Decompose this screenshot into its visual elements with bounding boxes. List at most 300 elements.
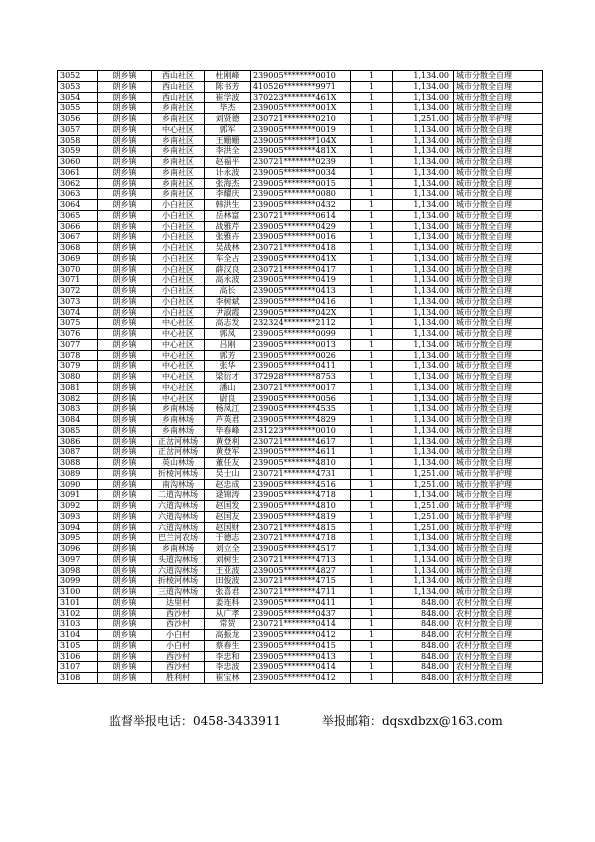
row-number-cell: 3082 [58, 393, 98, 404]
category-cell: 城市分散全自理 [454, 425, 543, 436]
table-row [58, 350, 543, 361]
category-cell: 城市分散全自理 [454, 135, 543, 146]
id-number-cell: 239005********0419 [251, 275, 351, 286]
community-cell: 中心社区 [152, 350, 205, 361]
category-cell: 城市分散全自理 [454, 350, 543, 361]
footer [0, 712, 595, 732]
category-cell: 城市分散全自理 [454, 587, 543, 598]
town-cell: 朗乡镇 [98, 404, 152, 415]
table-row [58, 92, 543, 103]
row-number-cell: 3059 [58, 146, 98, 157]
amount-cell: 1,134.00 [393, 393, 454, 404]
table-row [58, 382, 543, 393]
id-number-cell: 239005********0437 [251, 608, 351, 619]
id-number-cell: 239005********0013 [251, 339, 351, 350]
community-cell: 中心社区 [152, 339, 205, 350]
row-number-cell: 3083 [58, 404, 98, 415]
id-number-cell: 239005********0415 [251, 640, 351, 651]
person-name-cell: 杨凤江 [205, 404, 251, 415]
person-name-cell: 崔宝林 [205, 673, 251, 684]
category-cell: 城市分散全自理 [454, 296, 543, 307]
person-name-cell: 毕杰 [205, 103, 251, 114]
town-cell: 朗乡镇 [98, 286, 152, 297]
community-cell: 小白社区 [152, 307, 205, 318]
person-name-cell: 李耀庆 [205, 189, 251, 200]
category-cell: 城市分散全自理 [454, 200, 543, 211]
row-number-cell: 3078 [58, 350, 98, 361]
amount-cell: 1,251.00 [393, 501, 454, 512]
amount-cell: 848.00 [393, 619, 454, 630]
community-cell: 中心社区 [152, 124, 205, 135]
person-name-cell: 从广孝 [205, 608, 251, 619]
person-name-cell: 尹淑霞 [205, 307, 251, 318]
table-row [58, 275, 543, 286]
table-row [58, 479, 543, 490]
community-cell: 小白社区 [152, 286, 205, 297]
amount-cell: 1,134.00 [393, 447, 454, 458]
category-cell: 城市分散全自理 [454, 189, 543, 200]
town-cell: 朗乡镇 [98, 565, 152, 576]
count-cell: 1 [351, 329, 393, 340]
count-cell: 1 [351, 447, 393, 458]
town-cell: 朗乡镇 [98, 307, 152, 318]
amount-cell: 1,134.00 [393, 124, 454, 135]
person-name-cell: 赵国友 [205, 511, 251, 522]
row-number-cell: 3098 [58, 565, 98, 576]
row-number-cell: 3057 [58, 124, 98, 135]
id-number-cell: 239005********4516 [251, 479, 351, 490]
category-cell: 农村分散全自理 [454, 619, 543, 630]
community-cell: 小白社区 [152, 232, 205, 243]
amount-cell: 1,134.00 [393, 425, 454, 436]
town-cell: 朗乡镇 [98, 329, 152, 340]
person-name-cell: 刘立全 [205, 544, 251, 555]
amount-cell: 1,134.00 [393, 189, 454, 200]
table-row [58, 393, 543, 404]
count-cell: 1 [351, 103, 393, 114]
person-name-cell: 逯锦涛 [205, 490, 251, 501]
id-number-cell: 239005********0416 [251, 296, 351, 307]
town-cell: 朗乡镇 [98, 597, 152, 608]
town-cell: 朗乡镇 [98, 425, 152, 436]
community-cell: 乡南林场 [152, 425, 205, 436]
amount-cell: 1,134.00 [393, 361, 454, 372]
row-number-cell: 3107 [58, 662, 98, 673]
table-row [58, 436, 543, 447]
person-name-cell: 李树斌 [205, 296, 251, 307]
community-cell: 小白社区 [152, 275, 205, 286]
category-cell: 城市分散全自理 [454, 124, 543, 135]
id-number-cell: 230721********4713 [251, 554, 351, 565]
community-cell: 中心社区 [152, 393, 205, 404]
town-cell: 朗乡镇 [98, 232, 152, 243]
community-cell: 二道沟林场 [152, 490, 205, 501]
person-name-cell: 潘山 [205, 382, 251, 393]
row-number-cell: 3053 [58, 81, 98, 92]
town-cell: 朗乡镇 [98, 114, 152, 125]
id-number-cell: 239005********4718 [251, 490, 351, 501]
table-row [58, 640, 543, 651]
count-cell: 1 [351, 479, 393, 490]
community-cell: 小白社区 [152, 296, 205, 307]
amount-cell: 1,134.00 [393, 565, 454, 576]
id-number-cell: 230721********0614 [251, 210, 351, 221]
table-row [58, 210, 543, 221]
person-name-cell: 吴战林 [205, 243, 251, 254]
count-cell: 1 [351, 157, 393, 168]
amount-cell: 1,134.00 [393, 178, 454, 189]
category-cell: 城市分散全自理 [454, 544, 543, 555]
table-row [58, 221, 543, 232]
category-cell: 城市分散半护理 [454, 479, 543, 490]
id-number-cell: 230721********0414 [251, 619, 351, 630]
row-number-cell: 3104 [58, 630, 98, 641]
table-row [58, 608, 543, 619]
town-cell: 朗乡镇 [98, 468, 152, 479]
town-cell: 朗乡镇 [98, 318, 152, 329]
person-name-cell: 梁衍才 [205, 372, 251, 383]
amount-cell: 1,134.00 [393, 71, 454, 82]
table-row [58, 673, 543, 684]
person-name-cell: 韩洪生 [205, 200, 251, 211]
table-row [58, 651, 543, 662]
table-row [58, 339, 543, 350]
town-cell: 朗乡镇 [98, 178, 152, 189]
amount-cell: 1,134.00 [393, 253, 454, 264]
person-name-cell: 赵国财 [205, 522, 251, 533]
community-cell: 英山林场 [152, 458, 205, 469]
community-cell: 西沙村 [152, 619, 205, 630]
category-cell: 城市分散全自理 [454, 146, 543, 157]
table-row [58, 619, 543, 630]
category-cell: 城市分散全自理 [454, 329, 543, 340]
category-cell: 城市分散全自理 [454, 157, 543, 168]
row-number-cell: 3063 [58, 189, 98, 200]
community-cell: 头道沟林场 [152, 554, 205, 565]
town-cell: 朗乡镇 [98, 554, 152, 565]
community-cell: 小白村 [152, 630, 205, 641]
count-cell: 1 [351, 146, 393, 157]
amount-cell: 848.00 [393, 640, 454, 651]
id-number-cell: 239005********041X [251, 253, 351, 264]
person-name-cell: 李洪全 [205, 146, 251, 157]
category-cell: 城市分散半护理 [454, 511, 543, 522]
id-number-cell: 230721********4715 [251, 576, 351, 587]
table-body [58, 71, 543, 684]
count-cell: 1 [351, 404, 393, 415]
town-cell: 朗乡镇 [98, 673, 152, 684]
id-number-cell: 230721********4815 [251, 522, 351, 533]
id-number-cell: 230721********4718 [251, 533, 351, 544]
count-cell: 1 [351, 232, 393, 243]
town-cell: 朗乡镇 [98, 189, 152, 200]
count-cell: 1 [351, 81, 393, 92]
town-cell: 朗乡镇 [98, 630, 152, 641]
table-row [58, 329, 543, 340]
id-number-cell: 239005********4517 [251, 544, 351, 555]
town-cell: 朗乡镇 [98, 167, 152, 178]
town-cell: 朗乡镇 [98, 640, 152, 651]
town-cell: 朗乡镇 [98, 436, 152, 447]
count-cell: 1 [351, 318, 393, 329]
count-cell: 1 [351, 544, 393, 555]
amount-cell: 1,134.00 [393, 296, 454, 307]
person-name-cell: 张华 [205, 361, 251, 372]
town-cell: 朗乡镇 [98, 253, 152, 264]
id-number-cell: 239005********0411 [251, 597, 351, 608]
row-number-cell: 3089 [58, 468, 98, 479]
table-row [58, 554, 543, 565]
id-number-cell: 239005********0412 [251, 630, 351, 641]
person-name-cell: 张雅卉 [205, 232, 251, 243]
community-cell: 六道沟林场 [152, 522, 205, 533]
town-cell: 朗乡镇 [98, 135, 152, 146]
person-name-cell: 李忠波 [205, 662, 251, 673]
community-cell: 西沙村 [152, 651, 205, 662]
category-cell: 城市分散全自理 [454, 167, 543, 178]
amount-cell: 1,134.00 [393, 415, 454, 426]
amount-cell: 1,134.00 [393, 339, 454, 350]
amount-cell: 1,134.00 [393, 157, 454, 168]
amount-cell: 1,134.00 [393, 243, 454, 254]
community-cell: 六道沟林场 [152, 501, 205, 512]
table-row [58, 533, 543, 544]
town-cell: 朗乡镇 [98, 221, 152, 232]
table-row [58, 200, 543, 211]
community-cell: 西沙村 [152, 608, 205, 619]
town-cell: 朗乡镇 [98, 81, 152, 92]
count-cell: 1 [351, 253, 393, 264]
count-cell: 1 [351, 372, 393, 383]
table-row [58, 662, 543, 673]
person-name-cell: 吕刚 [205, 339, 251, 350]
table-row [58, 630, 543, 641]
community-cell: 中心社区 [152, 318, 205, 329]
table-row [58, 146, 543, 157]
person-name-cell: 张海杰 [205, 178, 251, 189]
count-cell: 1 [351, 189, 393, 200]
count-cell: 1 [351, 393, 393, 404]
person-name-cell: 计永波 [205, 167, 251, 178]
count-cell: 1 [351, 608, 393, 619]
count-cell: 1 [351, 200, 393, 211]
person-name-cell: 田俊波 [205, 576, 251, 587]
row-number-cell: 3086 [58, 436, 98, 447]
row-number-cell: 3091 [58, 490, 98, 501]
person-name-cell: 郭芳 [205, 350, 251, 361]
community-cell: 小白社区 [152, 210, 205, 221]
id-number-cell: 239005********0034 [251, 167, 351, 178]
category-cell: 城市分散全自理 [454, 253, 543, 264]
person-name-cell: 尉良 [205, 393, 251, 404]
amount-cell: 1,134.00 [393, 458, 454, 469]
count-cell: 1 [351, 361, 393, 372]
town-cell: 朗乡镇 [98, 71, 152, 82]
amount-cell: 1,134.00 [393, 576, 454, 587]
town-cell: 朗乡镇 [98, 533, 152, 544]
town-cell: 朗乡镇 [98, 447, 152, 458]
community-cell: 折棱河林场 [152, 576, 205, 587]
table-row [58, 597, 543, 608]
table-row [58, 544, 543, 555]
person-name-cell: 郭凤 [205, 329, 251, 340]
town-cell: 朗乡镇 [98, 264, 152, 275]
count-cell: 1 [351, 296, 393, 307]
row-number-cell: 3077 [58, 339, 98, 350]
count-cell: 1 [351, 468, 393, 479]
id-number-cell: 239005********0056 [251, 393, 351, 404]
person-name-cell: 刘树生 [205, 554, 251, 565]
table-row [58, 135, 543, 146]
category-cell: 城市分散半护理 [454, 114, 543, 125]
person-name-cell: 高永波 [205, 275, 251, 286]
amount-cell: 1,134.00 [393, 92, 454, 103]
table-row [58, 372, 543, 383]
community-cell: 六道沟林场 [152, 511, 205, 522]
category-cell: 城市分散全自理 [454, 210, 543, 221]
id-number-cell: 239005********4819 [251, 511, 351, 522]
count-cell: 1 [351, 350, 393, 361]
community-cell: 小白社区 [152, 221, 205, 232]
row-number-cell: 3068 [58, 243, 98, 254]
id-number-cell: 239005********0016 [251, 232, 351, 243]
row-number-cell: 3079 [58, 361, 98, 372]
row-number-cell: 3076 [58, 329, 98, 340]
row-number-cell: 3066 [58, 221, 98, 232]
id-number-cell: 230721********0017 [251, 382, 351, 393]
community-cell: 中心社区 [152, 372, 205, 383]
town-cell: 朗乡镇 [98, 501, 152, 512]
table-row [58, 232, 543, 243]
town-cell: 朗乡镇 [98, 479, 152, 490]
person-name-cell: 姜连科 [205, 597, 251, 608]
table-row [58, 178, 543, 189]
table-row [58, 565, 543, 576]
id-number-cell: 239005********0411 [251, 361, 351, 372]
amount-cell: 1,134.00 [393, 307, 454, 318]
count-cell: 1 [351, 425, 393, 436]
table-row [58, 189, 543, 200]
row-number-cell: 3075 [58, 318, 98, 329]
town-cell: 朗乡镇 [98, 92, 152, 103]
community-cell: 乡南社区 [152, 178, 205, 189]
id-number-cell: 239005********481X [251, 146, 351, 157]
id-number-cell: 372928********8753 [251, 372, 351, 383]
town-cell: 朗乡镇 [98, 458, 152, 469]
category-cell: 农村分散全自理 [454, 651, 543, 662]
amount-cell: 1,134.00 [393, 221, 454, 232]
amount-cell: 848.00 [393, 662, 454, 673]
id-number-cell: 239005********4611 [251, 447, 351, 458]
community-cell: 小白社区 [152, 253, 205, 264]
row-number-cell: 3087 [58, 447, 98, 458]
amount-cell: 1,134.00 [393, 372, 454, 383]
table-row [58, 81, 543, 92]
amount-cell: 1,251.00 [393, 114, 454, 125]
person-name-cell: 吴士山 [205, 468, 251, 479]
town-cell: 朗乡镇 [98, 243, 152, 254]
amount-cell: 1,134.00 [393, 533, 454, 544]
community-cell: 乡南林场 [152, 404, 205, 415]
id-number-cell: 239005********0019 [251, 124, 351, 135]
row-number-cell: 3060 [58, 157, 98, 168]
community-cell: 乡南社区 [152, 114, 205, 125]
id-number-cell: 232324********2112 [251, 318, 351, 329]
category-cell: 城市分散全自理 [454, 372, 543, 383]
table-row [58, 415, 543, 426]
count-cell: 1 [351, 167, 393, 178]
count-cell: 1 [351, 511, 393, 522]
person-name-cell: 崔学波 [205, 92, 251, 103]
category-cell: 城市分散全自理 [454, 232, 543, 243]
community-cell: 小白社区 [152, 200, 205, 211]
table-row [58, 124, 543, 135]
community-cell: 乡南社区 [152, 135, 205, 146]
amount-cell: 1,134.00 [393, 490, 454, 501]
amount-cell: 1,134.00 [393, 103, 454, 114]
table-row [58, 103, 543, 114]
person-name-cell: 高振龙 [205, 630, 251, 641]
count-cell: 1 [351, 630, 393, 641]
community-cell: 巴兰河农场 [152, 533, 205, 544]
count-cell: 1 [351, 565, 393, 576]
community-cell: 西山社区 [152, 71, 205, 82]
table-row [58, 404, 543, 415]
row-number-cell: 3065 [58, 210, 98, 221]
beneficiary-table [57, 70, 543, 684]
row-number-cell: 3064 [58, 200, 98, 211]
town-cell: 朗乡镇 [98, 103, 152, 114]
count-cell: 1 [351, 662, 393, 673]
id-number-cell: 230721********0210 [251, 114, 351, 125]
count-cell: 1 [351, 135, 393, 146]
table-row [58, 71, 543, 82]
amount-cell: 1,251.00 [393, 522, 454, 533]
town-cell: 朗乡镇 [98, 339, 152, 350]
category-cell: 城市分散半护理 [454, 522, 543, 533]
community-cell: 中心社区 [152, 361, 205, 372]
id-number-cell: 230721********0417 [251, 264, 351, 275]
category-cell: 农村分散全自理 [454, 640, 543, 651]
community-cell: 南沟林场 [152, 479, 205, 490]
community-cell: 乡南林场 [152, 544, 205, 555]
table-row [58, 425, 543, 436]
row-number-cell: 3106 [58, 651, 98, 662]
count-cell: 1 [351, 339, 393, 350]
count-cell: 1 [351, 264, 393, 275]
table-row [58, 243, 543, 254]
person-name-cell: 赵国发 [205, 501, 251, 512]
table-row [58, 286, 543, 297]
row-number-cell: 3088 [58, 458, 98, 469]
amount-cell: 1,134.00 [393, 286, 454, 297]
id-number-cell: 239005********0412 [251, 673, 351, 684]
category-cell: 城市分散全自理 [454, 92, 543, 103]
person-name-cell: 战雅芹 [205, 221, 251, 232]
count-cell: 1 [351, 576, 393, 587]
person-name-cell: 岳林富 [205, 210, 251, 221]
table-row [58, 490, 543, 501]
table-row [58, 361, 543, 372]
town-cell: 朗乡镇 [98, 372, 152, 383]
row-number-cell: 3108 [58, 673, 98, 684]
row-number-cell: 3080 [58, 372, 98, 383]
row-number-cell: 3052 [58, 71, 98, 82]
count-cell: 1 [351, 92, 393, 103]
category-cell: 城市分散全自理 [454, 318, 543, 329]
category-cell: 城市分散全自理 [454, 382, 543, 393]
category-cell: 城市分散全自理 [454, 103, 543, 114]
